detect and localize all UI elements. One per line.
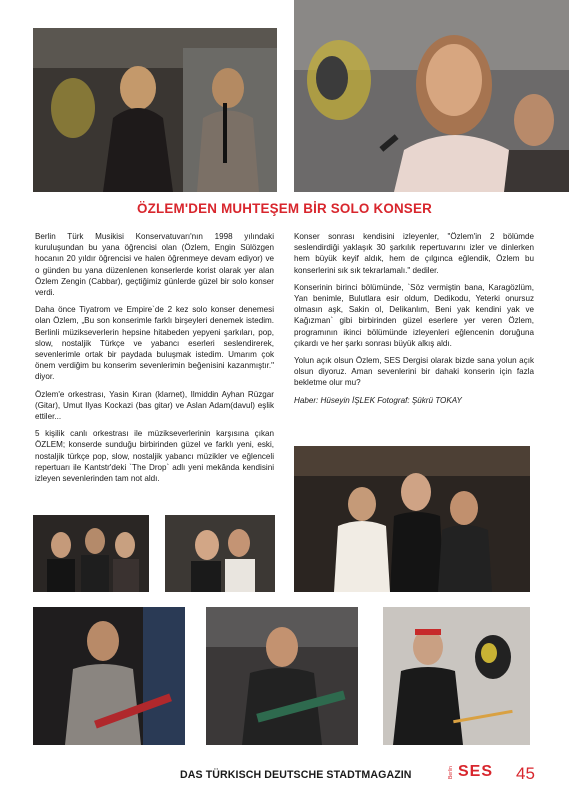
photo-singer-and-clarinetist [33, 28, 277, 192]
photo-drummer [383, 607, 530, 745]
paragraph: Berlin Türk Musikisi Konservatuvarı'nın 1998 yılındaki kuruluşundan bu yana öğrencisi olan (Özlem, Engin Sülözgen hocanın 20 yıldır öğrencisi ve halen öğrenmeye devam ediyor) ve o günden bu yana düzenlenen konserlerde korist olarak yer alan Özlem Zengin (Cabbar), geçtiğimiz günlerde güzel bir solo konser verdi. [35, 232, 274, 298]
magazine-tagline: DAS TÜRKISCH DEUTSCHE STADTMAGAZIN [180, 769, 412, 781]
photo-guitarist [33, 607, 185, 745]
photo-singer-closeup [294, 0, 569, 192]
photo-three-women [294, 446, 530, 592]
page-number: 45 [516, 764, 535, 783]
photo-couple [165, 515, 275, 592]
paragraph: Özlem'e orkestrası, Yasin Kıran (klarnet), Ilmiddin Ayhan Rüzgar (Gitar), Umut Ilyas Kockazi (bas gitar) ve Aslan Adam(davul) eşlik ettiler... [35, 389, 274, 422]
paragraph: Konserinin birinci bölümünde, `Söz vermiştin bana, Karagözlüm, Yan benimle, Bulutlara esir oldum, Dedikodu, Yeterki onursuz olmasın aşk, Sakin ol, Delikanlım, Beni yak kendini yak ve Kağızman` gibi birbirinden güzel eserlere yer veren Özlem, programının ikinci bölümünde izleyenleri eğlencenin doruğuna çıkardı ve her şarkı sonrası büyük alkış aldı. [294, 282, 534, 348]
logo-city: Berlin [448, 766, 454, 779]
magazine-logo [448, 763, 514, 783]
photo-credit: Haber: Hüseyin İŞLEK Fotograf: Şükrü TOKAY [294, 395, 462, 405]
article-left-column [35, 231, 274, 490]
article-title: ÖZLEM'DEN MUHTEŞEM BİR SOLO KONSER [137, 201, 432, 216]
photo-bassist [206, 607, 358, 745]
paragraph: Konser sonrası kendisini izleyenler, "Özlem'in 2 bölümde seslendirdiği yaklaşık 30 şarkılık repertuvarını izler ve dinlerken hem büyük keyif aldık, hem de çılgınca eğlendik, Özlem bu konserlerini sık sık tekrarlamalı." dediler. [294, 232, 534, 275]
paragraph: 5 kişilik canlı orkestrası ile müzikseverlerinin karşısına çıkan ÖZLEM; konserde sunduğu birbirinden güzel ve farklı yeni, eski, nostaljik türkçe pop, slow, nostaljik yabancı müzikler ve eğlenceli repertuarı ile Kantstr'deki `The Drop` adlı yeni mekânda kendisini izleyen sevenlerinden tam not aldı. [35, 429, 274, 484]
article-right-column [294, 231, 534, 412]
photo-audience-women [33, 515, 149, 592]
paragraph: Daha önce Tiyatrom ve Empire`de 2 kez solo konser denemesi olan Özlem, „Bu son konserimle farklı birşeyleri denemek istedim. Berlinli müzikseverlerin hepsine hitabeden yepyeni şarkıları, pop, slow, nostaljik Türkçe ve yabancı eserleri seslendirerek, sevenlerimle ortak bir paydada buluşmak istedim. Umarım çok önem verdiğim bu konserim sevenlerimin beğenisini kazanmıştır." diyor. [35, 305, 274, 382]
logo-text: SES [458, 763, 494, 780]
paragraph: Yolun açık olsun Özlem, SES Dergisi olarak bizde sana yolun açık olsun diyoruz. Aman sevenlerini bir dahaki konserin için fazla bekletme olur mu? [294, 356, 534, 388]
